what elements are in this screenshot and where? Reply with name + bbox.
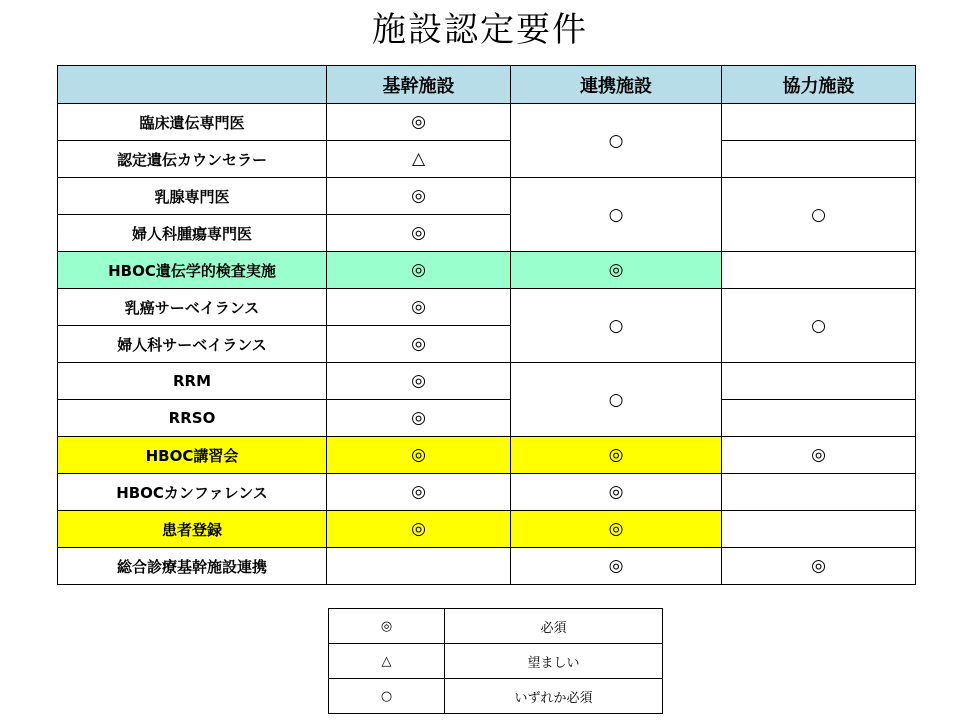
- row-label: 認定遺伝カウンセラー: [58, 141, 327, 178]
- kikan-cell: ◎: [327, 289, 511, 326]
- kyoryoku-cell: [722, 104, 916, 141]
- header-item: [58, 66, 327, 104]
- renkei-cell: ◎: [511, 548, 722, 585]
- renkei-cell: ◎: [511, 474, 722, 511]
- table-row: [58, 474, 916, 511]
- renkei-cell: ○: [511, 104, 722, 178]
- kyoryoku-cell: [722, 363, 916, 400]
- legend-meaning: 必須: [445, 609, 663, 644]
- kyoryoku-cell: [722, 141, 916, 178]
- row-label: RRM: [58, 363, 327, 400]
- kyoryoku-cell: [722, 400, 916, 437]
- legend-symbol: ◎: [329, 609, 445, 644]
- renkei-cell: ◎: [511, 437, 722, 474]
- kikan-cell: ◎: [327, 252, 511, 289]
- kyoryoku-cell: [722, 252, 916, 289]
- legend-table: [328, 608, 663, 714]
- requirements-table: [57, 65, 916, 585]
- row-label: 乳腺専門医: [58, 178, 327, 215]
- kikan-cell: ◎: [327, 400, 511, 437]
- table-row: [58, 363, 916, 400]
- kikan-cell: ◎: [327, 178, 511, 215]
- kikan-cell: [327, 548, 511, 585]
- kikan-cell: △: [327, 141, 511, 178]
- kikan-cell: ◎: [327, 474, 511, 511]
- table-row: [58, 178, 916, 215]
- renkei-cell: ○: [511, 289, 722, 363]
- table-header-row: [58, 66, 916, 104]
- renkei-cell: ○: [511, 363, 722, 437]
- row-label: 患者登録: [58, 511, 327, 548]
- table-row: [58, 548, 916, 585]
- row-label: HBOC遺伝学的検査実施: [58, 252, 327, 289]
- kyoryoku-cell: [722, 474, 916, 511]
- kyoryoku-cell: [722, 511, 916, 548]
- legend-symbol: △: [329, 644, 445, 679]
- legend-symbol: ○: [329, 679, 445, 714]
- table-row: [58, 252, 916, 289]
- kikan-cell: ◎: [327, 215, 511, 252]
- table-row: [58, 104, 916, 141]
- kyoryoku-cell: ◎: [722, 437, 916, 474]
- legend-meaning: 望ましい: [445, 644, 663, 679]
- row-label: HBOC講習会: [58, 437, 327, 474]
- kyoryoku-cell: ○: [722, 289, 916, 363]
- row-label: 婦人科サーベイランス: [58, 326, 327, 363]
- table-row: [58, 141, 916, 178]
- header-kyoryoku: 協力施設: [722, 66, 916, 104]
- kyoryoku-cell: ◎: [722, 548, 916, 585]
- table-row: [58, 437, 916, 474]
- row-label: RRSO: [58, 400, 327, 437]
- row-label: 婦人科腫瘍専門医: [58, 215, 327, 252]
- kikan-cell: ◎: [327, 104, 511, 141]
- page-title: 施設認定要件: [372, 10, 588, 50]
- kyoryoku-cell: ○: [722, 178, 916, 252]
- row-label: 臨床遺伝専門医: [58, 104, 327, 141]
- table-row: [58, 511, 916, 548]
- legend-meaning: いずれか必須: [445, 679, 663, 714]
- kikan-cell: ◎: [327, 511, 511, 548]
- renkei-cell: ◎: [511, 252, 722, 289]
- row-label: 乳癌サーベイランス: [58, 289, 327, 326]
- row-label: 総合診療基幹施設連携: [58, 548, 327, 585]
- legend-row: [329, 609, 663, 644]
- renkei-cell: ○: [511, 178, 722, 252]
- legend-row: [329, 679, 663, 714]
- table-row: [58, 289, 916, 326]
- header-kikan: 基幹施設: [327, 66, 511, 104]
- kikan-cell: ◎: [327, 363, 511, 400]
- renkei-cell: ◎: [511, 511, 722, 548]
- table-row: [58, 400, 916, 437]
- kikan-cell: ◎: [327, 437, 511, 474]
- legend-row: [329, 644, 663, 679]
- kikan-cell: ◎: [327, 326, 511, 363]
- header-renkei: 連携施設: [511, 66, 722, 104]
- row-label: HBOCカンファレンス: [58, 474, 327, 511]
